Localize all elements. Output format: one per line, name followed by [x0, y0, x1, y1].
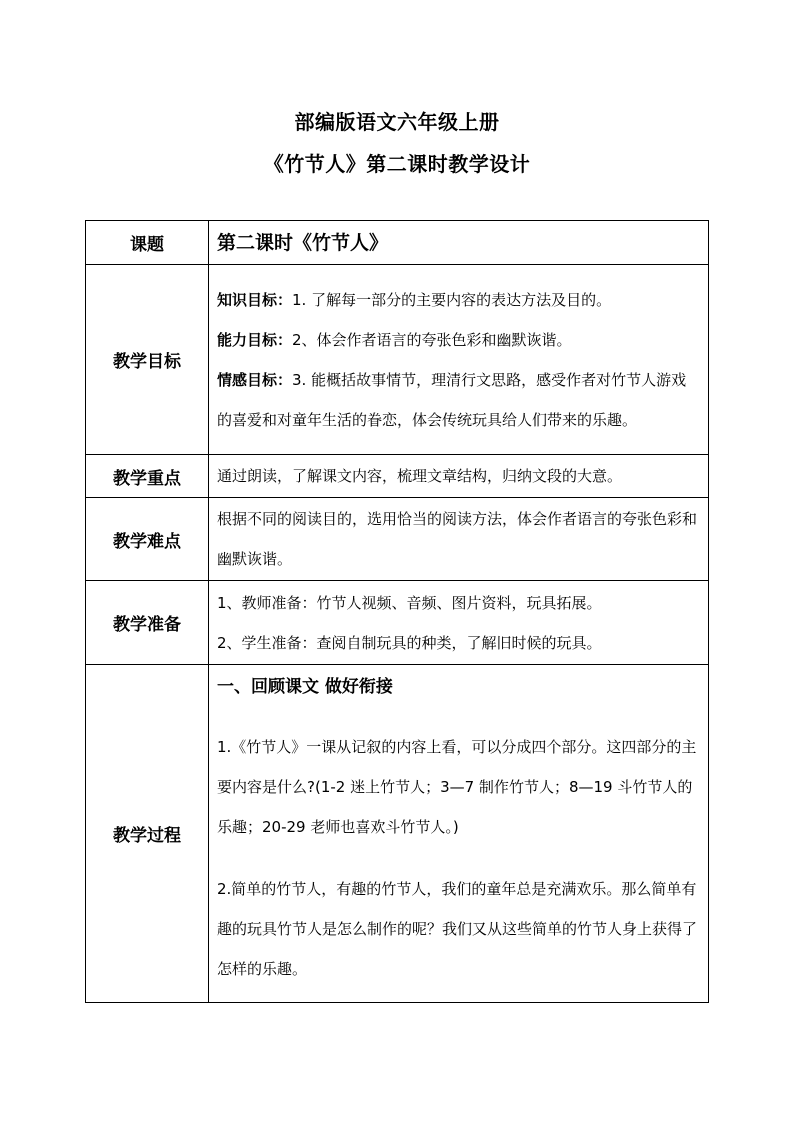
- goal-knowledge-text: 1. 了解每一部分的主要内容的表达方法及目的。: [292, 290, 612, 309]
- process-cell: [209, 665, 709, 1003]
- value-topic: 第二课时《竹节人》: [209, 221, 709, 265]
- table-row-goals: [86, 265, 709, 455]
- label-key: 教学重点: [86, 455, 209, 498]
- goals-cell: [209, 265, 709, 455]
- label-process: 教学过程: [86, 665, 209, 1003]
- goal-knowledge-head: 知识目标：: [217, 290, 293, 309]
- process-paragraph-1: 1.《竹节人》一课从记叙的内容上看，可以分成四个部分。这四部分的主要内容是什么?(1-2 迷上竹节人；3—7 制作竹节人；8—19 斗竹节人的乐趣；20-29 老师也喜欢斗竹节人。): [217, 738, 697, 836]
- label-difficult: 教学难点: [86, 498, 209, 581]
- value-difficult: 根据不同的阅读目的，选用恰当的阅读方法，体会作者语言的夸张色彩和幽默诙谐。: [209, 498, 709, 581]
- process-section-heading: 一、回顾课文 做好衔接: [217, 677, 393, 697]
- label-topic: 课题: [86, 221, 209, 265]
- goal-knowledge: [217, 280, 700, 320]
- process-paragraph-2: 2.简单的竹节人，有趣的竹节人，我们的童年总是充满欢乐。那么简单有趣的玩具竹节人是怎么制作的呢？我们又从这些简单的竹节人身上获得了怎样的乐趣。: [217, 880, 698, 978]
- table-row-topic: [86, 221, 709, 265]
- goal-ability: [217, 320, 700, 360]
- label-prep: 教学准备: [86, 581, 209, 665]
- goal-emotion-head: 情感目标：: [217, 370, 293, 389]
- label-goals: 教学目标: [86, 265, 209, 455]
- table-row-prep: [86, 581, 709, 665]
- goal-emotion-text: 3. 能概括故事情节，理清行文思路，感受作者对竹节人游戏的喜爱和对童年生活的眷恋，体会传统玩具给人们带来的乐趣。: [217, 370, 687, 429]
- table-row-key: [86, 455, 709, 498]
- document-title: 部编版语文六年级上册: [294, 110, 500, 134]
- table-row-process: [86, 665, 709, 1003]
- lesson-plan-table: [85, 220, 709, 1003]
- table-row-difficult: [86, 498, 709, 581]
- document-subtitle: 《竹节人》第二课时教学设计: [263, 152, 531, 176]
- goal-emotion: [217, 360, 700, 440]
- prep-teacher: 1、教师准备：竹节人视频、音频、图片资料，玩具拓展。: [217, 593, 602, 612]
- prep-student: 2、学生准备：查阅自制玩具的种类，了解旧时候的玩具。: [217, 633, 602, 652]
- prep-cell: [209, 581, 709, 665]
- goal-ability-head: 能力目标：: [217, 330, 293, 349]
- value-key: 通过朗读，了解课文内容，梳理文章结构，归纳文段的大意。: [209, 455, 709, 498]
- goal-ability-text: 2、体会作者语言的夸张色彩和幽默诙谐。: [292, 330, 572, 349]
